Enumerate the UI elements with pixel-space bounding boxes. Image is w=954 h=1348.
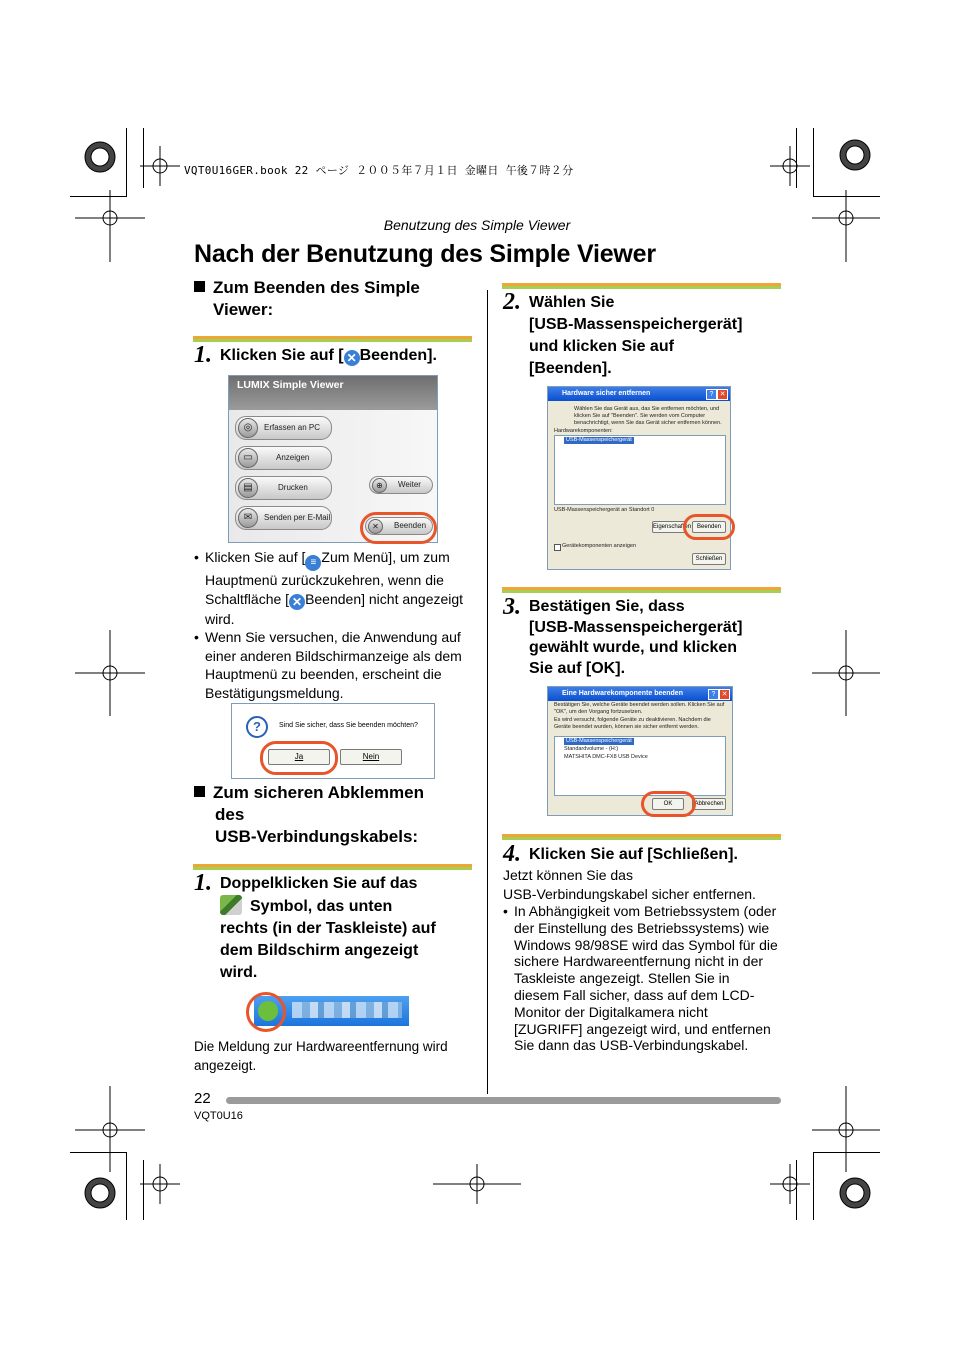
safely-remove-hardware-icon [220,895,242,915]
doc-code: VQT0U16 [194,1110,243,1122]
device-list[interactable] [554,435,726,505]
question-icon: ? [246,716,268,738]
dialog-titlebar: Hardware sicher entfernen [548,387,730,401]
next-button[interactable]: ⊕ Weiter [369,476,433,494]
email-button[interactable]: ✉ Senden per E-Mail [235,506,332,530]
stop-button[interactable]: Beenden [692,521,726,533]
right-bullet: • In Abhängigkeit vom Betriebssystem (oder der Einstellung des Betriebssystems) wie Windows 98/98SE wird das Symbol für die sichere Hardwareentfernung nicht in der Taskleiste angezeigt. Stellen Sie in diesem Fall sicher, dass auf dem LCD-Monitor der Digitalkamera nicht [ZUGRIFF] angezeigt wird, und entfernen Sie dann das USB-Verbindungskabel. [503,903,778,1054]
step-4-text: Jetzt können Sie das USB-Verbindungskabel sicher entfernen. [503,867,756,902]
mail-icon: ✉ [238,508,258,528]
page-number: 22 [194,1090,211,1107]
page-title: Nach der Benutzung des Simple Viewer [194,240,656,268]
step-3: 3. Bestätigen Sie, dass [USB-Massenspeichergerät] gewählt wurde, und klicken Sie auf [OK]. [503,594,743,677]
dialog-description-2: Es wird versucht, folgende Geräte zu deaktivieren. Nachdem die Geräte beendet wurden, können sie sicher entfernt werden. [554,717,711,730]
help-icon[interactable]: ? [706,389,717,400]
globe-icon: ⊕ [372,478,387,493]
column-divider [487,290,488,1094]
dialog-description-1: Bestätigen Sie, welche Geräte beendet werden sollen. Klicken Sie auf "OK", um den Vorgang fortzusetzen. [554,702,725,715]
after-text: Die Meldung zur Hardwareentfernung wird angezeigt. [194,1039,448,1073]
close-icon[interactable]: ✕ [717,389,728,400]
list-item-usb[interactable]: USB-Massenspeichergerät [566,738,632,744]
show-components-checkbox[interactable] [554,544,561,551]
menu-icon: ≡ [305,555,321,571]
blurred-tray-icons [292,1002,402,1018]
camera-icon: ◎ [238,418,258,438]
section-exit-title: Zum Beenden des Simple Viewer: [194,277,464,321]
step-1-exit: 1. Klicken Sie auf [ ✕ Beenden]. [194,342,437,368]
print-button[interactable]: ▤ Drucken [235,476,332,500]
print-icon: ▤ [238,478,258,498]
running-head: Benutzung des Simple Viewer [383,217,571,233]
step-2: 2. Wählen Sie [USB-Massenspeichergerät] und klicken Sie auf [Beenden]. [503,289,743,377]
close-icon[interactable]: ✕ [719,689,730,700]
close-icon: ✕ [368,519,383,534]
no-button[interactable]: Nein [340,749,402,765]
highlight-ring [360,512,437,544]
section-rule [502,587,781,593]
close-icon: ✕ [289,594,305,610]
list-label: Hardwarekomponenten: [554,428,613,434]
close-button[interactable]: Schließen [692,553,726,565]
left-bullets: • Klicken Sie auf [ ≡ Zum Menü], um zum Hauptmenü zurückzukehren, wenn die Schaltfläche [ ✕ Beenden] nicht angezeigt wird. • Wenn Sie versuchen, die Anwendung auf einer anderen Bildschirmanzeige als dem Hauptmenü zu beenden, erscheint die Bestätigungsmeldung. [194,548,470,702]
cancel-button[interactable]: Abbrechen [692,798,726,810]
confirm-question: Sind Sie sicher, dass Sie beenden möchten? [279,722,418,729]
highlight-ring [246,992,286,1032]
dialog-titlebar: Eine Hardwarekomponente beenden [548,687,732,701]
square-bullet-icon [194,786,205,797]
stop-hardware-dialog [547,686,733,816]
yes-button[interactable]: Ja [268,749,330,765]
highlight-ring [641,791,696,817]
list-item-camera[interactable]: MATSHITA DMC-FX8 USB Device [564,754,648,760]
ok-button[interactable]: OK [652,798,684,810]
exit-button[interactable]: ✕ Beenden [365,517,433,535]
view-button[interactable]: ▭ Anzeigen [235,446,332,470]
list-item-usb[interactable]: USB-Massenspeichergerät [566,437,632,443]
properties-button[interactable]: Eigenschaften [652,521,686,533]
dialog-description: Wählen Sie das Gerät aus, das Sie entfernen möchten, und klicken Sie auf "Beenden". Sie werden vom Computer benachrichtigt, wenn Sie das Gerät sicher entfernen können. [574,406,722,426]
step-4: 4. Klicken Sie auf [Schließen]. [503,841,738,867]
section-rule [502,834,781,840]
lumix-logo: LUMIX Simple Viewer [237,379,344,391]
close-icon: ✕ [344,350,360,366]
section-usb-title: Zum sicheren Abklemmen des USB-Verbindungskabels: [194,782,464,848]
list-item-volume[interactable]: Standardvolume - (H:) [564,746,619,752]
highlight-ring [683,514,735,540]
help-icon[interactable]: ? [708,689,719,700]
checkbox-label: Gerätekomponenten anzeigen [562,543,636,549]
step-1-usb: 1. Doppelklicken Sie auf das Symbol, das unten rechts (in der Taskleiste) auf dem Bildschirm angezeigt wird. [194,870,436,981]
device-location: USB-Massenspeichergerät an Standort 0 [554,507,655,513]
hardware-remove-dialog [547,386,731,570]
device-list[interactable] [554,736,726,796]
view-icon: ▭ [238,448,258,468]
square-bullet-icon [194,281,205,292]
capture-button[interactable]: ◎ Erfassen an PC [235,416,332,440]
footer-bar [226,1097,781,1104]
highlight-ring [260,741,338,775]
file-header: VQT0U16GER.book 22 ページ ２００５年７月１日 金曜日 午後７時２分 [184,164,574,177]
